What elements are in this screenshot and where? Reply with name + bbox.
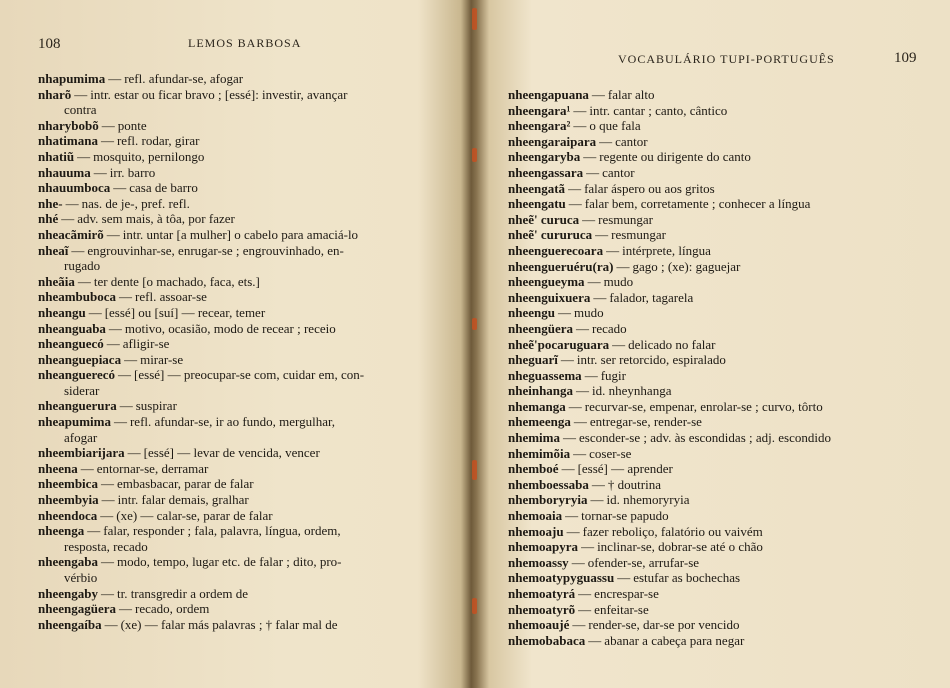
dash: — xyxy=(100,554,114,570)
dictionary-entry xyxy=(38,461,448,477)
definition: mosquito, pernilongo xyxy=(93,148,205,164)
dictionary-entry xyxy=(508,149,938,165)
page-number: 108 xyxy=(38,36,61,52)
dash: — xyxy=(74,86,88,102)
dash: — xyxy=(568,398,582,414)
headword: nhemboessaba xyxy=(508,476,589,492)
dash: — xyxy=(573,414,587,430)
definition: falador, tagarela xyxy=(609,289,694,305)
dash: — xyxy=(100,133,114,149)
right-page xyxy=(480,0,950,688)
definition: motivo, ocasião, modo de recear ; receio xyxy=(124,320,336,336)
definition: † doutrina xyxy=(607,476,661,492)
dictionary-entry xyxy=(508,430,938,446)
headword: nheenga xyxy=(38,523,85,539)
definition: cantor xyxy=(602,164,635,180)
definition: resposta, recado xyxy=(64,538,148,554)
headword: nheãia xyxy=(38,273,75,289)
headword: nheapumima xyxy=(38,414,111,430)
dash: — xyxy=(583,149,597,165)
definition: contra xyxy=(64,102,97,118)
headword: nheengapuana xyxy=(508,87,589,102)
dictionary-entry xyxy=(38,118,448,134)
dash: — xyxy=(587,274,601,290)
definition: ter dente [o machado, faca, ets.] xyxy=(93,273,260,289)
headword: nheacãmirõ xyxy=(38,226,104,242)
entry-continuation xyxy=(38,430,448,446)
dash: — xyxy=(590,492,604,508)
definition: fugir xyxy=(600,367,626,383)
definition: recurvar-se, empenar, enrolar-se ; curvo, tôrto xyxy=(584,398,823,414)
definition: intr. ser retorcido, espiralado xyxy=(576,352,726,368)
headword: nhemoaia xyxy=(508,508,563,524)
definition: modo, tempo, lugar etc. de falar ; dito, pro- xyxy=(116,554,342,570)
definition: refl. rodar, girar xyxy=(116,133,200,149)
dictionary-entry xyxy=(38,305,448,321)
definition: vérbio xyxy=(64,570,98,585)
definition: id. nheynhanga xyxy=(592,383,672,399)
definition: refl. afundar-se, afogar xyxy=(124,71,244,86)
headword: nheangu xyxy=(38,304,86,320)
headword: nheengaby xyxy=(38,585,98,601)
headword: nheengatu xyxy=(508,196,566,212)
definition: falar áspero ou aos gritos xyxy=(584,180,715,196)
dash: — xyxy=(572,617,586,633)
headword: nheembyia xyxy=(38,492,99,508)
dictionary-entry xyxy=(508,290,938,306)
dash: — xyxy=(65,195,79,211)
headword: nheẽ' curuca xyxy=(508,211,580,227)
dash: — xyxy=(582,211,596,227)
dash: — xyxy=(118,367,132,383)
definition: mudo xyxy=(603,274,634,290)
headword: nheanguecó xyxy=(38,336,104,352)
dictionary-entry xyxy=(38,165,448,181)
headword: nhatiũ xyxy=(38,148,75,164)
dictionary-entry xyxy=(508,181,938,197)
dictionary-entry xyxy=(508,477,938,493)
definition: falar, responder ; fala, palavra, língua, ordem, xyxy=(103,523,341,539)
headword: nhemobabaca xyxy=(508,632,586,648)
dash: — xyxy=(560,352,574,368)
running-head: LEMOS BARBOSA xyxy=(188,36,302,50)
definition: entregar-se, render-se xyxy=(589,414,702,430)
headword: nhapumima xyxy=(38,71,106,86)
dash: — xyxy=(606,242,620,258)
dash: — xyxy=(77,148,91,164)
dictionary-entry xyxy=(38,398,448,414)
dictionary-entry xyxy=(508,305,938,321)
entry-list xyxy=(508,87,938,648)
headword: nhemoapyra xyxy=(508,539,579,555)
dash: — xyxy=(119,601,132,617)
headword: nheengaíba xyxy=(38,616,102,632)
definition: mirar-se xyxy=(140,351,184,367)
dash: — xyxy=(124,351,138,367)
dictionary-entry xyxy=(508,399,938,415)
dictionary-entry xyxy=(508,524,938,540)
dash: — xyxy=(591,476,605,492)
dash: — xyxy=(108,71,122,86)
dash: — xyxy=(557,305,571,321)
headword: nhauuma xyxy=(38,164,91,180)
headword: nheengu xyxy=(508,305,555,321)
definition: regente ou dirigente do canto xyxy=(599,149,751,165)
dictionary-entry xyxy=(38,336,448,352)
dictionary-entry xyxy=(38,414,448,430)
dash: — xyxy=(100,585,114,601)
definition: inclinar-se, dobrar-se até o chão xyxy=(597,539,763,555)
dash: — xyxy=(106,226,120,242)
headword: nhemoatyrá xyxy=(508,586,576,601)
dash: — xyxy=(87,523,101,539)
dictionary-entry xyxy=(38,352,448,368)
definition: coser-se xyxy=(589,445,632,461)
definition: resmungar xyxy=(598,211,654,227)
dictionary-entry xyxy=(508,227,938,243)
dash: — xyxy=(576,383,590,399)
definition: siderar xyxy=(64,382,100,398)
dash: — xyxy=(573,118,587,134)
headword: nheanguerecó xyxy=(38,367,116,383)
dictionary-entry xyxy=(38,243,448,259)
headword: nheanguepiaca xyxy=(38,351,122,367)
headword: nhemboé xyxy=(508,461,559,477)
dictionary-entry xyxy=(38,180,448,196)
dictionary-entry xyxy=(38,586,448,602)
dash: — xyxy=(573,445,587,461)
headword: nharybobõ xyxy=(38,117,99,133)
definition: nas. de je-, pref. refl. xyxy=(81,195,190,211)
headword: nheẽ' cururuca xyxy=(508,227,593,243)
definition: (xe) — calar-se, parar de falar xyxy=(116,507,273,523)
dictionary-entry xyxy=(508,368,938,384)
headword: nhatimana xyxy=(38,133,98,149)
definition: rugado xyxy=(64,258,101,274)
dictionary-entry xyxy=(508,259,938,275)
headword: nheenguerecoara xyxy=(508,242,604,258)
dictionary-entry xyxy=(38,196,448,212)
dash: — xyxy=(113,414,127,430)
dash: — xyxy=(127,445,141,461)
page-number: 109 xyxy=(894,50,917,66)
left-page xyxy=(0,0,470,688)
definition: [essé] — aprender xyxy=(577,461,673,477)
dash: — xyxy=(573,102,587,118)
definition: recado, ordem xyxy=(135,601,210,617)
dash: — xyxy=(593,289,607,305)
dash: — xyxy=(616,258,630,274)
dictionary-entry xyxy=(38,133,448,149)
headword: nhemoaujé xyxy=(508,617,570,633)
headword: nheengaryba xyxy=(508,149,581,165)
definition: tornar-se papudo xyxy=(581,508,669,524)
dash: — xyxy=(119,398,133,414)
entry-list xyxy=(38,71,448,632)
dictionary-entry xyxy=(508,555,938,571)
definition: intérprete, língua xyxy=(622,242,711,258)
dash: — xyxy=(563,430,576,446)
headword: nheengueyma xyxy=(508,274,585,290)
dictionary-entry xyxy=(38,508,448,524)
dictionary-entry xyxy=(508,337,938,353)
dictionary-entry xyxy=(508,602,938,618)
headword: nheguassema xyxy=(508,367,582,383)
dictionary-entry xyxy=(508,414,938,430)
definition: intr. falar demais, gralhar xyxy=(117,492,249,508)
dictionary-entry xyxy=(508,274,938,290)
dictionary-entry xyxy=(508,539,938,555)
dictionary-entry xyxy=(508,134,938,150)
definition: estufar as bochechas xyxy=(633,570,741,586)
headword: nharõ xyxy=(38,86,72,102)
headword: nheaĩ xyxy=(38,242,69,258)
definition: gago ; (xe): gaguejar xyxy=(632,258,741,274)
headword: nheanguerura xyxy=(38,398,117,414)
dash: — xyxy=(595,227,609,243)
entry-continuation xyxy=(38,539,448,555)
definition: ponte xyxy=(117,117,147,133)
dash: — xyxy=(578,601,592,617)
entry-continuation xyxy=(38,258,448,274)
headword: nhe- xyxy=(38,195,63,211)
dictionary-entry xyxy=(38,445,448,461)
definition: intr. estar ou ficar bravo ; [essé]: investir, avançar xyxy=(90,86,348,102)
dash: — xyxy=(568,180,582,196)
headword: nhemeenga xyxy=(508,414,571,430)
definition: falar alto xyxy=(607,87,655,102)
dash: — xyxy=(568,196,582,212)
definition: adv. sem mais, à tôa, por fazer xyxy=(77,211,235,227)
dash: — xyxy=(77,273,91,289)
dictionary-entry xyxy=(508,617,938,633)
dash: — xyxy=(93,164,107,180)
definition: intr. cantar ; canto, cântico xyxy=(589,102,728,118)
definition: esconder-se ; adv. às escondidas ; adj. escondido xyxy=(579,430,831,446)
headword: nheengüera xyxy=(508,320,573,336)
headword: nheengaraipara xyxy=(508,133,597,149)
headword: nheembica xyxy=(38,476,98,492)
dash: — xyxy=(106,336,120,352)
definition: afogar xyxy=(64,429,98,445)
definition: embasbacar, parar de falar xyxy=(116,476,254,492)
headword: nhemima xyxy=(508,430,560,446)
dash: — xyxy=(108,320,122,336)
headword: nhemboryryia xyxy=(508,492,588,508)
dash: — xyxy=(578,586,592,601)
definition: render-se, dar-se por vencido xyxy=(588,617,740,633)
dash: — xyxy=(100,507,114,523)
dictionary-entry xyxy=(508,118,938,134)
headword: nheengagüera xyxy=(38,601,116,617)
dash: — xyxy=(101,117,115,133)
headword: nheengaba xyxy=(38,554,98,570)
dash: — xyxy=(101,492,115,508)
headword: nheambuboca xyxy=(38,289,117,305)
headword: nhemimõia xyxy=(508,445,571,461)
dictionary-entry xyxy=(508,212,938,228)
definition: mudo xyxy=(573,305,604,321)
headword: nheembiarijara xyxy=(38,445,125,461)
dash: — xyxy=(588,632,602,648)
headword: nheengatã xyxy=(508,180,566,196)
dash: — xyxy=(599,133,613,149)
dictionary-entry xyxy=(508,633,938,649)
dictionary-entry xyxy=(38,601,448,617)
dictionary-entry xyxy=(38,87,448,103)
headword: nheanguaba xyxy=(38,320,106,336)
headword: nhemanga xyxy=(508,398,566,414)
dash: — xyxy=(612,336,626,352)
dash: — xyxy=(100,476,114,492)
running-head: VOCABULÁRIO TUPI-PORTUGUÊS xyxy=(618,52,835,66)
dash: — xyxy=(591,87,605,102)
headword: nheengueruéru(ra) xyxy=(508,258,614,274)
definition: ofender-se, arrufar-se xyxy=(587,554,700,570)
dash: — xyxy=(88,304,102,320)
entry-continuation xyxy=(38,102,448,118)
definition: entornar-se, derramar xyxy=(96,460,209,476)
dash: — xyxy=(571,554,585,570)
dictionary-entry xyxy=(508,321,938,337)
dictionary-entry xyxy=(508,492,938,508)
dash: — xyxy=(586,164,600,180)
dash: — xyxy=(581,539,595,555)
dictionary-entry xyxy=(508,352,938,368)
headword: nhemoatypyguassu xyxy=(508,570,615,586)
headword: nhauumboca xyxy=(38,180,111,196)
dictionary-entry xyxy=(38,554,448,570)
dictionary-entry xyxy=(38,523,448,539)
definition: id. nhemoryryia xyxy=(606,492,690,508)
dash: — xyxy=(104,616,118,632)
dictionary-entry xyxy=(38,274,448,290)
headword: nhemoassy xyxy=(508,554,569,570)
dictionary-entry xyxy=(38,617,448,633)
dictionary-entry xyxy=(38,227,448,243)
dictionary-entry xyxy=(38,71,448,87)
definition: casa de barro xyxy=(129,180,198,196)
dictionary-entry xyxy=(38,289,448,305)
definition: engrouvinhar-se, enrugar-se ; engrouvinhado, en- xyxy=(87,242,344,258)
dictionary-entry xyxy=(38,211,448,227)
definition: cantor xyxy=(615,133,648,149)
headword: nheenguixuera xyxy=(508,289,591,305)
definition: tr. transgredir a ordem de xyxy=(116,585,249,601)
headword: nheinhanga xyxy=(508,383,574,399)
definition: delicado no falar xyxy=(628,336,716,352)
definition: (xe) — falar más palavras ; † falar mal de xyxy=(120,616,338,632)
dictionary-entry xyxy=(508,586,938,602)
definition: suspirar xyxy=(135,398,177,414)
dictionary-entry xyxy=(508,461,938,477)
headword: nheguarĩ xyxy=(508,352,558,368)
dash: — xyxy=(576,320,589,336)
definition: afligir-se xyxy=(122,336,170,352)
definition: irr. barro xyxy=(109,164,156,180)
dash: — xyxy=(566,523,580,539)
dash: — xyxy=(113,180,127,196)
definition: fazer reboliço, falatório ou vaivém xyxy=(582,523,763,539)
dash: — xyxy=(61,211,75,227)
headword: nheendoca xyxy=(38,507,98,523)
headword: nhemoaju xyxy=(508,523,564,539)
definition: [essé] ou [suí] — recear, temer xyxy=(104,304,266,320)
dash: — xyxy=(80,460,94,476)
definition: [essé] — preocupar-se com, cuidar em, con- xyxy=(134,367,365,383)
dictionary-entry xyxy=(38,492,448,508)
dictionary-entry xyxy=(508,570,938,586)
definition: intr. untar [a mulher] o cabelo para amaciá-lo xyxy=(122,226,359,242)
dictionary-entry xyxy=(38,367,448,383)
headword: nheengara¹ xyxy=(508,102,571,118)
entry-continuation xyxy=(38,570,448,586)
dash: — xyxy=(71,242,85,258)
definition: recado xyxy=(592,320,627,336)
entry-continuation xyxy=(38,383,448,399)
definition: refl. afundar-se, ir ao fundo, mergulhar, xyxy=(129,414,336,430)
dictionary-entry xyxy=(508,243,938,259)
dictionary-entry xyxy=(508,446,938,462)
dictionary-entry xyxy=(38,321,448,337)
headword: nheẽ'pocaruguara xyxy=(508,336,610,352)
definition: [essé] — levar de vencida, vencer xyxy=(143,445,320,461)
headword: nheengassara xyxy=(508,164,584,180)
dash: — xyxy=(617,570,631,586)
headword: nhé xyxy=(38,211,59,227)
dash: — xyxy=(584,367,598,383)
dictionary-entry xyxy=(38,476,448,492)
dictionary-entry xyxy=(38,149,448,165)
dash: — xyxy=(119,289,133,305)
dictionary-entry xyxy=(508,103,938,119)
dictionary-entry xyxy=(508,87,938,103)
definition: abanar a cabeça para negar xyxy=(604,632,745,648)
definition: enfeitar-se xyxy=(594,601,649,617)
headword: nheena xyxy=(38,460,78,476)
dash: — xyxy=(561,461,575,477)
dictionary-entry xyxy=(508,383,938,399)
definition: refl. assoar-se xyxy=(135,289,207,305)
definition: encrespar-se xyxy=(594,586,659,601)
dash: — xyxy=(565,508,579,524)
dictionary-entry xyxy=(508,196,938,212)
definition: o que fala xyxy=(589,118,641,134)
headword: nheengara² xyxy=(508,118,571,134)
headword: nhemoatyrõ xyxy=(508,601,576,617)
definition: resmungar xyxy=(611,227,667,243)
dictionary-entry xyxy=(508,165,938,181)
dictionary-entry xyxy=(508,508,938,524)
definition: falar bem, corretamente ; conhecer a língua xyxy=(584,196,811,212)
